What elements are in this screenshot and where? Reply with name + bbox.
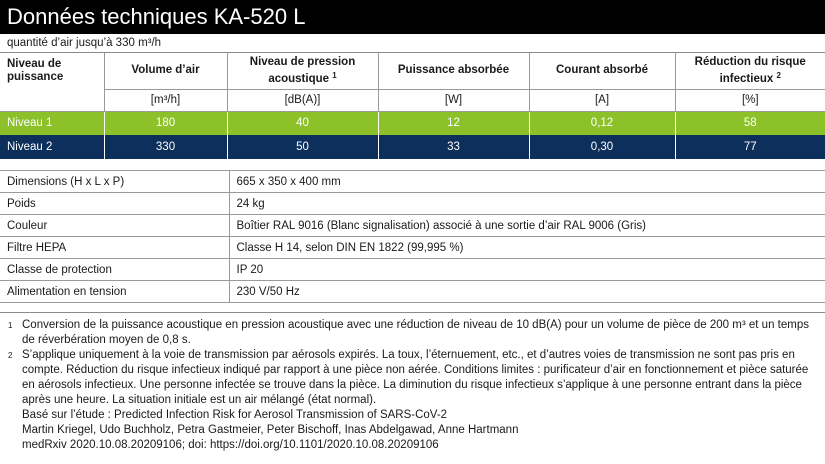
footnotes <box>0 318 825 453</box>
footnote-number: 2 <box>8 351 13 360</box>
footnote <box>0 348 825 408</box>
property-value: Classe H 14, selon DIN EN 1822 (99,995 %) <box>229 237 825 259</box>
unit-cell <box>0 89 104 111</box>
properties-table <box>0 170 825 303</box>
table-cell: 77 <box>675 135 825 159</box>
table-row <box>0 171 825 193</box>
footnote <box>0 318 825 348</box>
page-title: Données techniques KA-520 L <box>0 0 825 34</box>
header-cell: Courant absorbé <box>529 53 675 89</box>
unit-cell: [A] <box>529 89 675 111</box>
subtitle: quantité d’air jusqu’à 330 m³/h <box>7 37 162 49</box>
table-row-level-2 <box>0 135 825 159</box>
source-line: Martin Kriegel, Udo Buchholz, Petra Gastmeier, Peter Bischoff, Inas Abdelgawad, Anne Hartmann <box>22 424 519 436</box>
property-value: IP 20 <box>229 259 825 281</box>
unit-cell: [%] <box>675 89 825 111</box>
table-row <box>0 193 825 215</box>
specs-level-table <box>0 53 825 159</box>
table-cell: 180 <box>104 111 227 135</box>
header-cell: Réduction du risque infectieux $^2$ <box>675 53 825 89</box>
property-key: Classe de protection <box>0 259 229 281</box>
header-cell: Niveau de pression acoustique $^1$ <box>227 53 378 89</box>
property-key: Dimensions (H x L x P) <box>0 171 229 193</box>
table-cell: Niveau 2 <box>0 135 104 159</box>
footnote-number: 1 <box>8 321 13 330</box>
table-header-row <box>0 53 825 89</box>
footnote-text: S’applique uniquement à la voie de transmission par aérosols expirés. La toux, l’éternuement, etc., et d’autres voies de transmission ne sont pas pris en compte. Réduction du risque infectieux indiqué par rapport à une pièce non aérée. Conditions limites : purificateur d’air en fonctionnement et pièce saturée en aérosols infectieux. Une personne infectée se trouve dans la pièce. La diminution du risque infectieux s’applique à une personne entrant dans la pièce après une heure. La situation initiale est un air mélangé (état normal). <box>22 349 809 406</box>
property-value: Boîtier RAL 9016 (Blanc signalisation) associé à une sortie d’air RAL 9006 (Gris) <box>229 215 825 237</box>
table-cell: Niveau 1 <box>0 111 104 135</box>
table-cell: 50 <box>227 135 378 159</box>
footnote-text: Conversion de la puissance acoustique en pression acoustique avec une réduction de niveau de 10 dB(A) pour un volume de pièce de 200 m³ et un temps de réverbération moyen de 0,8 s. <box>22 319 809 346</box>
unit-cell: [W] <box>378 89 529 111</box>
table-row <box>0 281 825 303</box>
table-row <box>0 215 825 237</box>
unit-cell: [dB(A)] <box>227 89 378 111</box>
table-row-level-1 <box>0 111 825 135</box>
unit-cell: [m³/h] <box>104 89 227 111</box>
units-row <box>0 89 825 111</box>
table-row <box>0 259 825 281</box>
table-cell: 330 <box>104 135 227 159</box>
property-key: Filtre HEPA <box>0 237 229 259</box>
table-cell: 58 <box>675 111 825 135</box>
table-cell: 33 <box>378 135 529 159</box>
table-cell: 0,12 <box>529 111 675 135</box>
property-value: 24 kg <box>229 193 825 215</box>
header-cell: Niveau de puissance <box>7 58 64 83</box>
table-row <box>0 237 825 259</box>
source-line: medRxiv 2020.10.08.20209106; doi: https://doi.org/10.1101/2020.10.08.20209106 <box>22 439 439 451</box>
property-key: Couleur <box>0 215 229 237</box>
source-line: Basé sur l’étude : Predicted Infection Risk for Aerosol Transmission of SARS-CoV-2 <box>22 409 448 421</box>
divider <box>0 312 825 313</box>
header-cell: Puissance absorbée <box>378 53 529 89</box>
table-cell: 0,30 <box>529 135 675 159</box>
property-key: Poids <box>0 193 229 215</box>
property-key: Alimentation en tension <box>0 281 229 303</box>
header-cell: Volume d’air <box>104 53 227 89</box>
table-cell: 12 <box>378 111 529 135</box>
table-cell: 40 <box>227 111 378 135</box>
property-value: 665 x 350 x 400 mm <box>229 171 825 193</box>
property-value: 230 V/50 Hz <box>229 281 825 303</box>
